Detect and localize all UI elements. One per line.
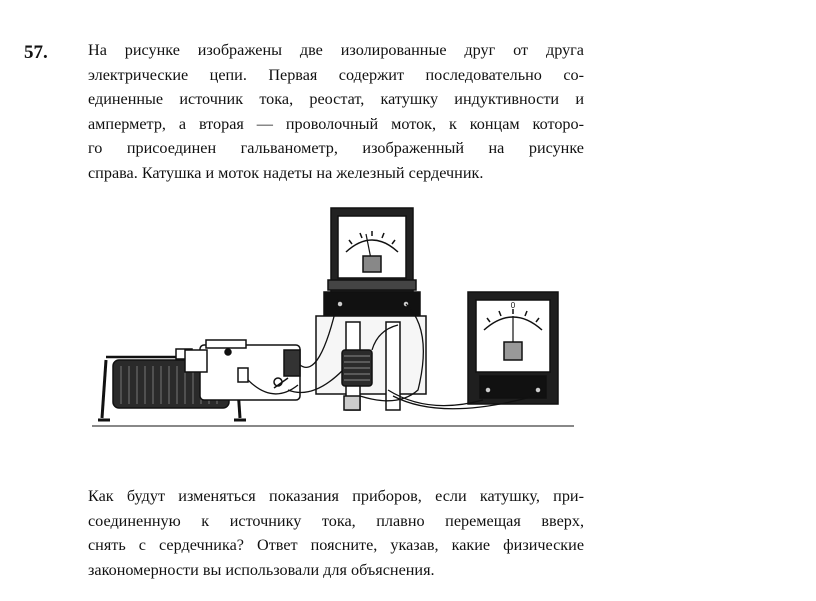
problem-question [88, 484, 584, 582]
galvanometer-scale-zero: 0 [510, 301, 516, 310]
intro-line: справа. Катушка и моток надеты на железный сердечник. [88, 163, 484, 182]
problem-intro [88, 38, 584, 185]
ammeter [324, 208, 420, 316]
question-line: Как будут изменяться показания приборов, если катушку, при- [88, 487, 584, 505]
question-line: снять с сердечника? Ответ поясните, указав, какие физические [88, 536, 584, 554]
problem-number: 57. [24, 42, 48, 63]
intro-line: единенные источник тока, реостат, катушку индуктивности и [88, 90, 584, 108]
current-source [185, 340, 300, 400]
circuit-illustration [88, 200, 578, 450]
question-line: соединенную к источнику тока, плавно перемещая вверх, [88, 511, 584, 530]
intro-line: электрические цепи. Первая содержит последовательно со- [88, 65, 584, 84]
intro-line: амперметр, а вторая — проволочный моток, к концам которо- [88, 114, 584, 133]
question-line: закономерности вы использовали для объяснения. [88, 560, 435, 579]
intro-line: На рисунке изображены две изолированные друг от друга [88, 41, 584, 59]
intro-line: го присоединен гальванометр, изображенный на рисунке [88, 139, 584, 157]
